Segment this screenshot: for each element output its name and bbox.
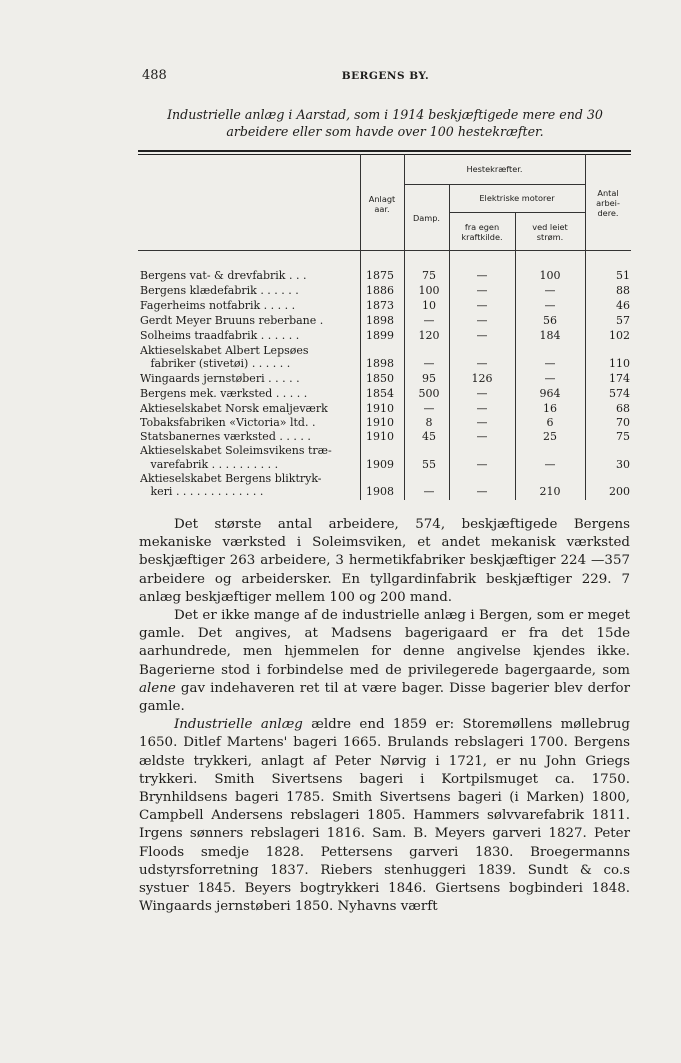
header-antal-arbeidere: Antal arbei- dere. <box>596 188 620 218</box>
header-hestekraefter: Hestekræfter. <box>466 164 523 174</box>
header-elektriske-motorer: Elektriske motorer <box>479 193 555 203</box>
table-row: Statsbanernes værksted . . . . . 1910 45 — 25 75 <box>140 430 630 443</box>
body-text <box>139 516 630 916</box>
table-row: Aktieselskabet Norsk emaljeværk 1910 — — 16 68 <box>140 402 630 415</box>
table-row: Aktieselskabet Albert Lepsøes <box>140 344 309 357</box>
table-row: Aktieselskabet Bergens bliktryk- <box>140 472 322 485</box>
header-rule <box>449 212 585 213</box>
header-fra-egen-kraftkilde: fra egen kraftkilde. <box>461 222 503 242</box>
paragraph-2: Det er ikke mange af de industrielle anlæg i Bergen, som er meget gamle. Det angives, at Madsens bagerigaard er fra det 15de aarhundrede, men hjemmelen for denne angivelse kjendes ikke. Bagerierne stod i forbindelse med de privilegerede bagergaarde, som alene gav indehaveren ret til at være bager. Disse bagerier blev derfor gamle. <box>139 608 630 715</box>
table-row: Bergens klædefabrik . . . . . . 1886 100 — — 88 <box>140 284 630 297</box>
caption-line-1: Industrielle anlæg i Aarstad, som i 1914 beskjæftigede mere end 30 <box>167 107 603 122</box>
table-row: Fagerheims notfabrik . . . . . 1873 10 — — 46 <box>140 299 630 312</box>
header-rule <box>404 184 585 185</box>
header-damp: Damp. <box>412 213 441 223</box>
table-row: Gerdt Meyer Bruuns reberbane . 1898 — — 56 57 <box>140 314 630 327</box>
table-row: fabriker (stivetøi) . . . . . . 1898 — — — 110 <box>140 357 630 370</box>
caption-line-2: arbeidere eller som havde over 100 hestekræfter. <box>226 124 544 139</box>
header-ved-leiet-strom: ved leiet strøm. <box>532 222 568 242</box>
table-caption <box>140 106 630 140</box>
page-header <box>142 68 629 88</box>
table-row: Bergens vat- & drevfabrik . . . 1875 75 — 100 51 <box>140 269 630 282</box>
paragraph-3: Industrielle anlæg ældre end 1859 er: Storemøllens møllebrug 1650. Ditlef Martens' bageri 1665. Brulands rebslageri 1700. Bergens ældste trykkeri, anlagt af Peter Nørvig i 1721, er nu John Griegs trykkeri. Smith Sivertsens bageri i Kortpilsmuget ca. 1750. Brynhildsens bageri 1785. Smith Sivertsens bageri (i Marken) 1800, Campbell Andersens rebslageri 1805. Hammers sølvvarefabrik 1811. Irgens sønners rebslageri 1816. Sam. B. Meyers garveri 1827. Peter Floods smedje 1828. Pettersens garveri 1830. Broegermanns udstyrsforretning 1837. Riebers stenhuggeri 1839. Sundt & co.s systuer 1845. Beyers bogtrykkeri 1846. Giertsens bogbinderi 1848. Wingaards jernstøberi 1850. Nyhavns værft <box>139 717 630 915</box>
running-title: BERGENS BY. <box>341 70 430 82</box>
industry-table <box>138 150 631 500</box>
table-top-rule-thin <box>138 154 631 155</box>
table-top-rule <box>138 150 631 152</box>
table-row: varefabrik . . . . . . . . . . 1909 55 — — 30 <box>140 458 630 471</box>
table-row: Solheims traadfabrik . . . . . . 1899 120 — 184 102 <box>140 329 630 342</box>
page-number: 488 <box>142 68 167 83</box>
table-row: Aktieselskabet Soleimsvikens træ- <box>140 444 332 457</box>
table-row: Bergens mek. værksted . . . . . 1854 500 — 964 574 <box>140 387 630 400</box>
header-anlagt-aar: Anlagt aar. <box>368 194 396 214</box>
paragraph-1: Det største antal arbeidere, 574, beskjæftigede Bergens mekaniske værksted i Soleimsviken, et andet mekanisk værksted beskjæftiger 263 arbeidere, 3 hermetikfabriker beskjæftiger 224 —357 arbeidere og arbeidersker. En tyllgardinfabrik beskjæftiger 229. 7 anlæg beskjæftiger mellem 100 og 200 mand. <box>139 517 630 605</box>
header-bottom-rule <box>138 250 631 251</box>
table-row: keri . . . . . . . . . . . . . 1908 — — 210 200 <box>140 485 630 498</box>
table-row: Wingaards jernstøberi . . . . . 1850 95 126 — 174 <box>140 372 630 385</box>
table-row: Tobaksfabriken «Victoria» ltd. . 1910 8 — 6 70 <box>140 416 630 429</box>
